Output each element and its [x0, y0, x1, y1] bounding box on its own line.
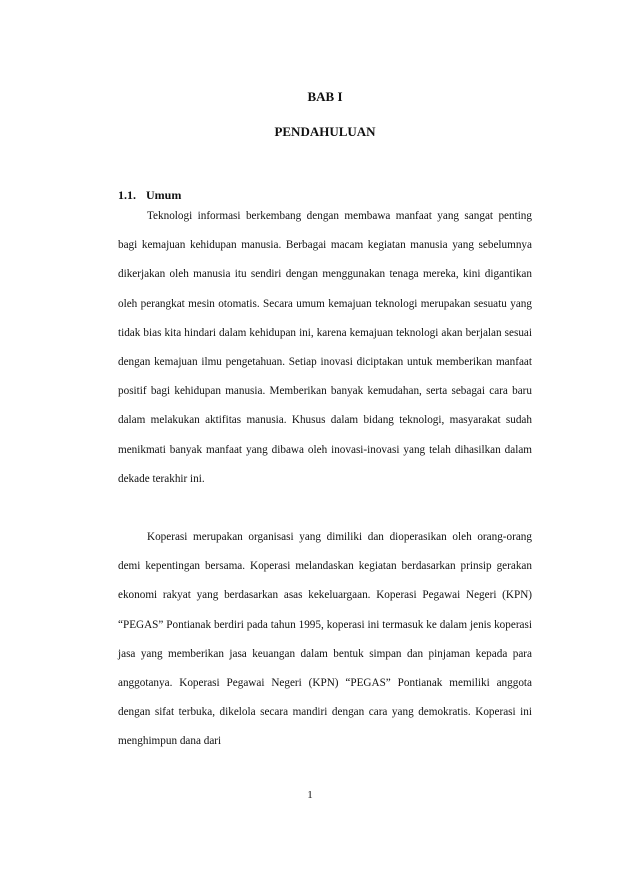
paragraph-cooperative: Koperasi merupakan organisasi yang dimiliki dan dioperasikan oleh orang-orang demi kepentingan bersama. Koperasi melandaskan kegiatan berdasarkan prinsip gerakan ekonomi rakyat yang berdasarkan asas kekeluargaan. Koperasi Pegawai Negeri (KPN) “PEGAS” Pontianak berdiri pada tahun 1995, koperasi ini termasuk ke dalam jenis koperasi jasa yang memberikan jasa keuangan dalam bentuk simpan dan pinjaman kepada para anggotanya. Koperasi Pegawai Negeri (KPN) “PEGAS” Pontianak memiliki anggota dengan sifat terbuka, dikelola secara mandiri dengan cara yang demokratis. Koperasi ini menghimpun dana dari [118, 531, 532, 748]
section-number: 1.1. [118, 188, 136, 202]
section-title: Umum [146, 188, 182, 202]
chapter-title: PENDAHULUAN [274, 124, 376, 139]
paragraph-technology: Teknologi informasi berkembang dengan membawa manfaat yang sangat penting bagi kemajuan kehidupan manusia. Berbagai macam kegiatan manusia yang sebelumnya dikerjakan oleh manusia itu sendiri dengan menggunakan tenaga mereka, kini digantikan oleh perangkat mesin otomatis. Secara umum kemajuan teknologi merupakan sesuatu yang tidak bias kita hindari dalam kehidupan ini, karena kemajuan teknologi akan berjalan sesuai dengan kemajuan ilmu pengetahuan. Setiap inovasi diciptakan untuk memberikan manfaat positif bagi kehidupan manusia. Memberikan banyak kemudahan, serta sebagai cara baru dalam melakukan aktifitas manusia. Khusus dalam bidang teknologi, masyarakat sudah menikmati banyak manfaat yang dibawa oleh inovasi-inovasi yang telah dihasilkan dalam dekade terakhir ini. [118, 210, 532, 485]
section-heading [118, 188, 181, 203]
chapter-label: BAB I [307, 89, 343, 104]
page-number: 1 [307, 789, 313, 801]
